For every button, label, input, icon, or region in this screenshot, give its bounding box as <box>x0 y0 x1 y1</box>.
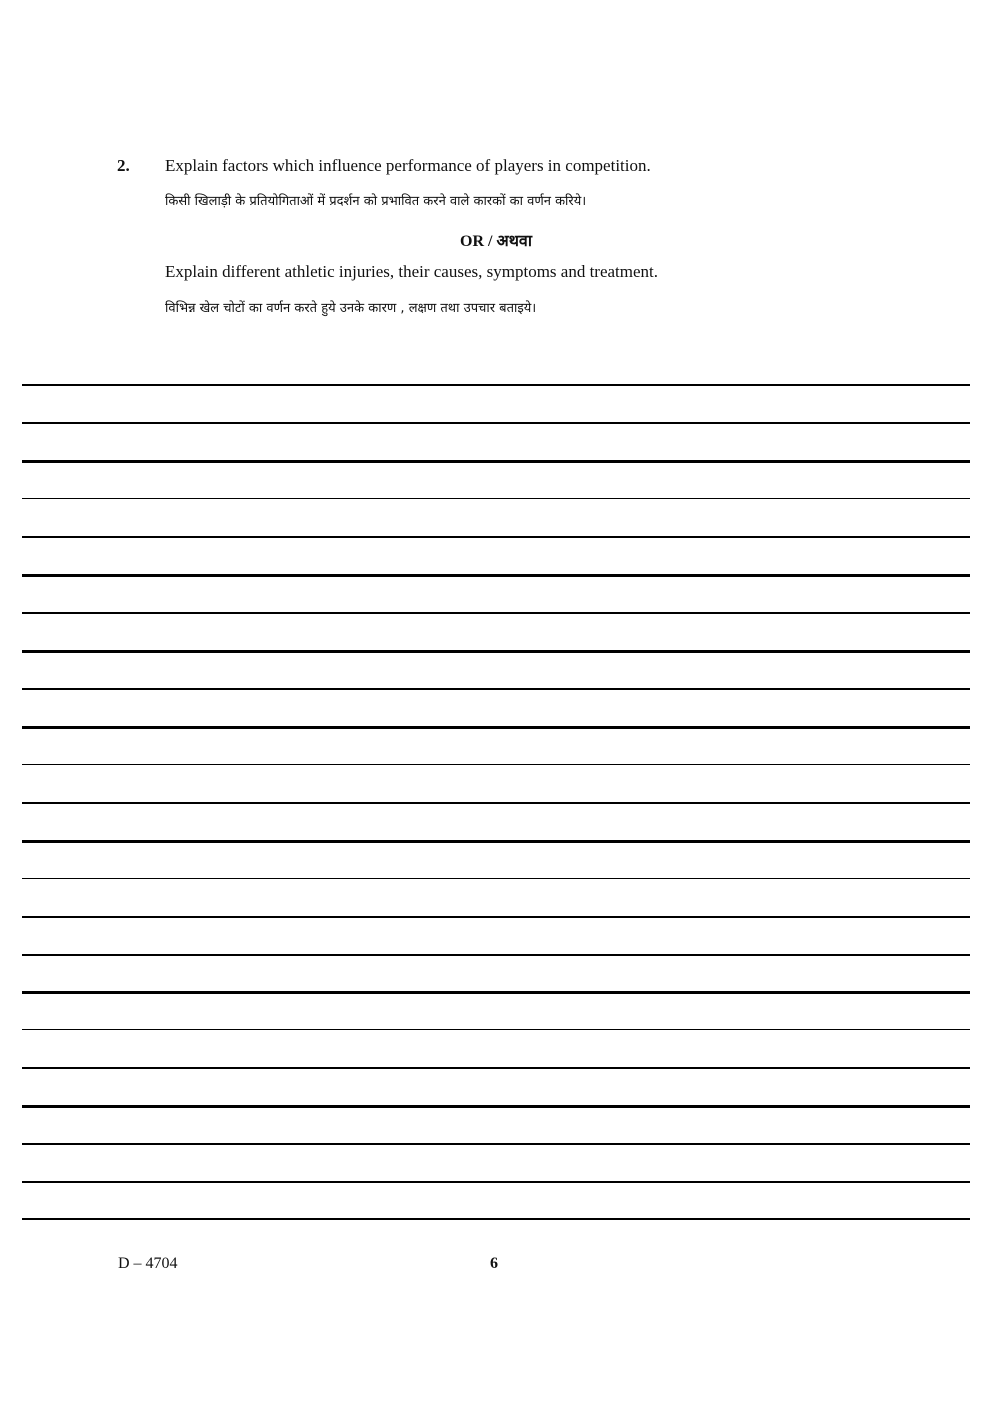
answer-line <box>22 916 970 918</box>
question-text-hindi: किसी खिलाड़ी के प्रतियोगिताओं में प्रदर्शन को प्रभावित करने वाले कारकों का वर्णन करिये। <box>165 194 587 209</box>
question-number: 2. <box>117 156 130 175</box>
alternate-question-text-hindi: विभिन्न खेल चोटों का वर्णन करते हुये उनके कारण , लक्षण तथा उपचार बताइये। <box>165 301 537 316</box>
or-separator: OR / अथवा <box>460 233 532 250</box>
answer-line <box>22 536 970 538</box>
answer-line <box>22 1067 970 1069</box>
answer-line <box>22 1143 970 1145</box>
answer-line <box>22 764 970 765</box>
answer-line <box>22 954 970 956</box>
answer-line <box>22 422 970 424</box>
answer-line <box>22 878 970 879</box>
paper-code: D – 4704 <box>118 1255 178 1272</box>
answer-line <box>22 1029 970 1030</box>
page-number: 6 <box>490 1255 498 1272</box>
answer-line <box>22 1218 970 1220</box>
answer-line <box>22 688 970 690</box>
answer-line <box>22 384 970 386</box>
answer-line <box>22 650 970 653</box>
question-text-english: Explain factors which influence performance of players in competition. <box>165 156 651 175</box>
answer-line <box>22 574 970 577</box>
answer-line <box>22 726 970 729</box>
answer-line <box>22 802 970 804</box>
answer-line <box>22 612 970 614</box>
answer-line <box>22 498 970 499</box>
answer-line <box>22 840 970 843</box>
answer-line <box>22 460 970 463</box>
answer-line <box>22 1181 970 1183</box>
answer-line <box>22 1105 970 1108</box>
alternate-question-text-english: Explain different athletic injuries, their causes, symptoms and treatment. <box>165 262 659 281</box>
answer-line <box>22 991 970 994</box>
